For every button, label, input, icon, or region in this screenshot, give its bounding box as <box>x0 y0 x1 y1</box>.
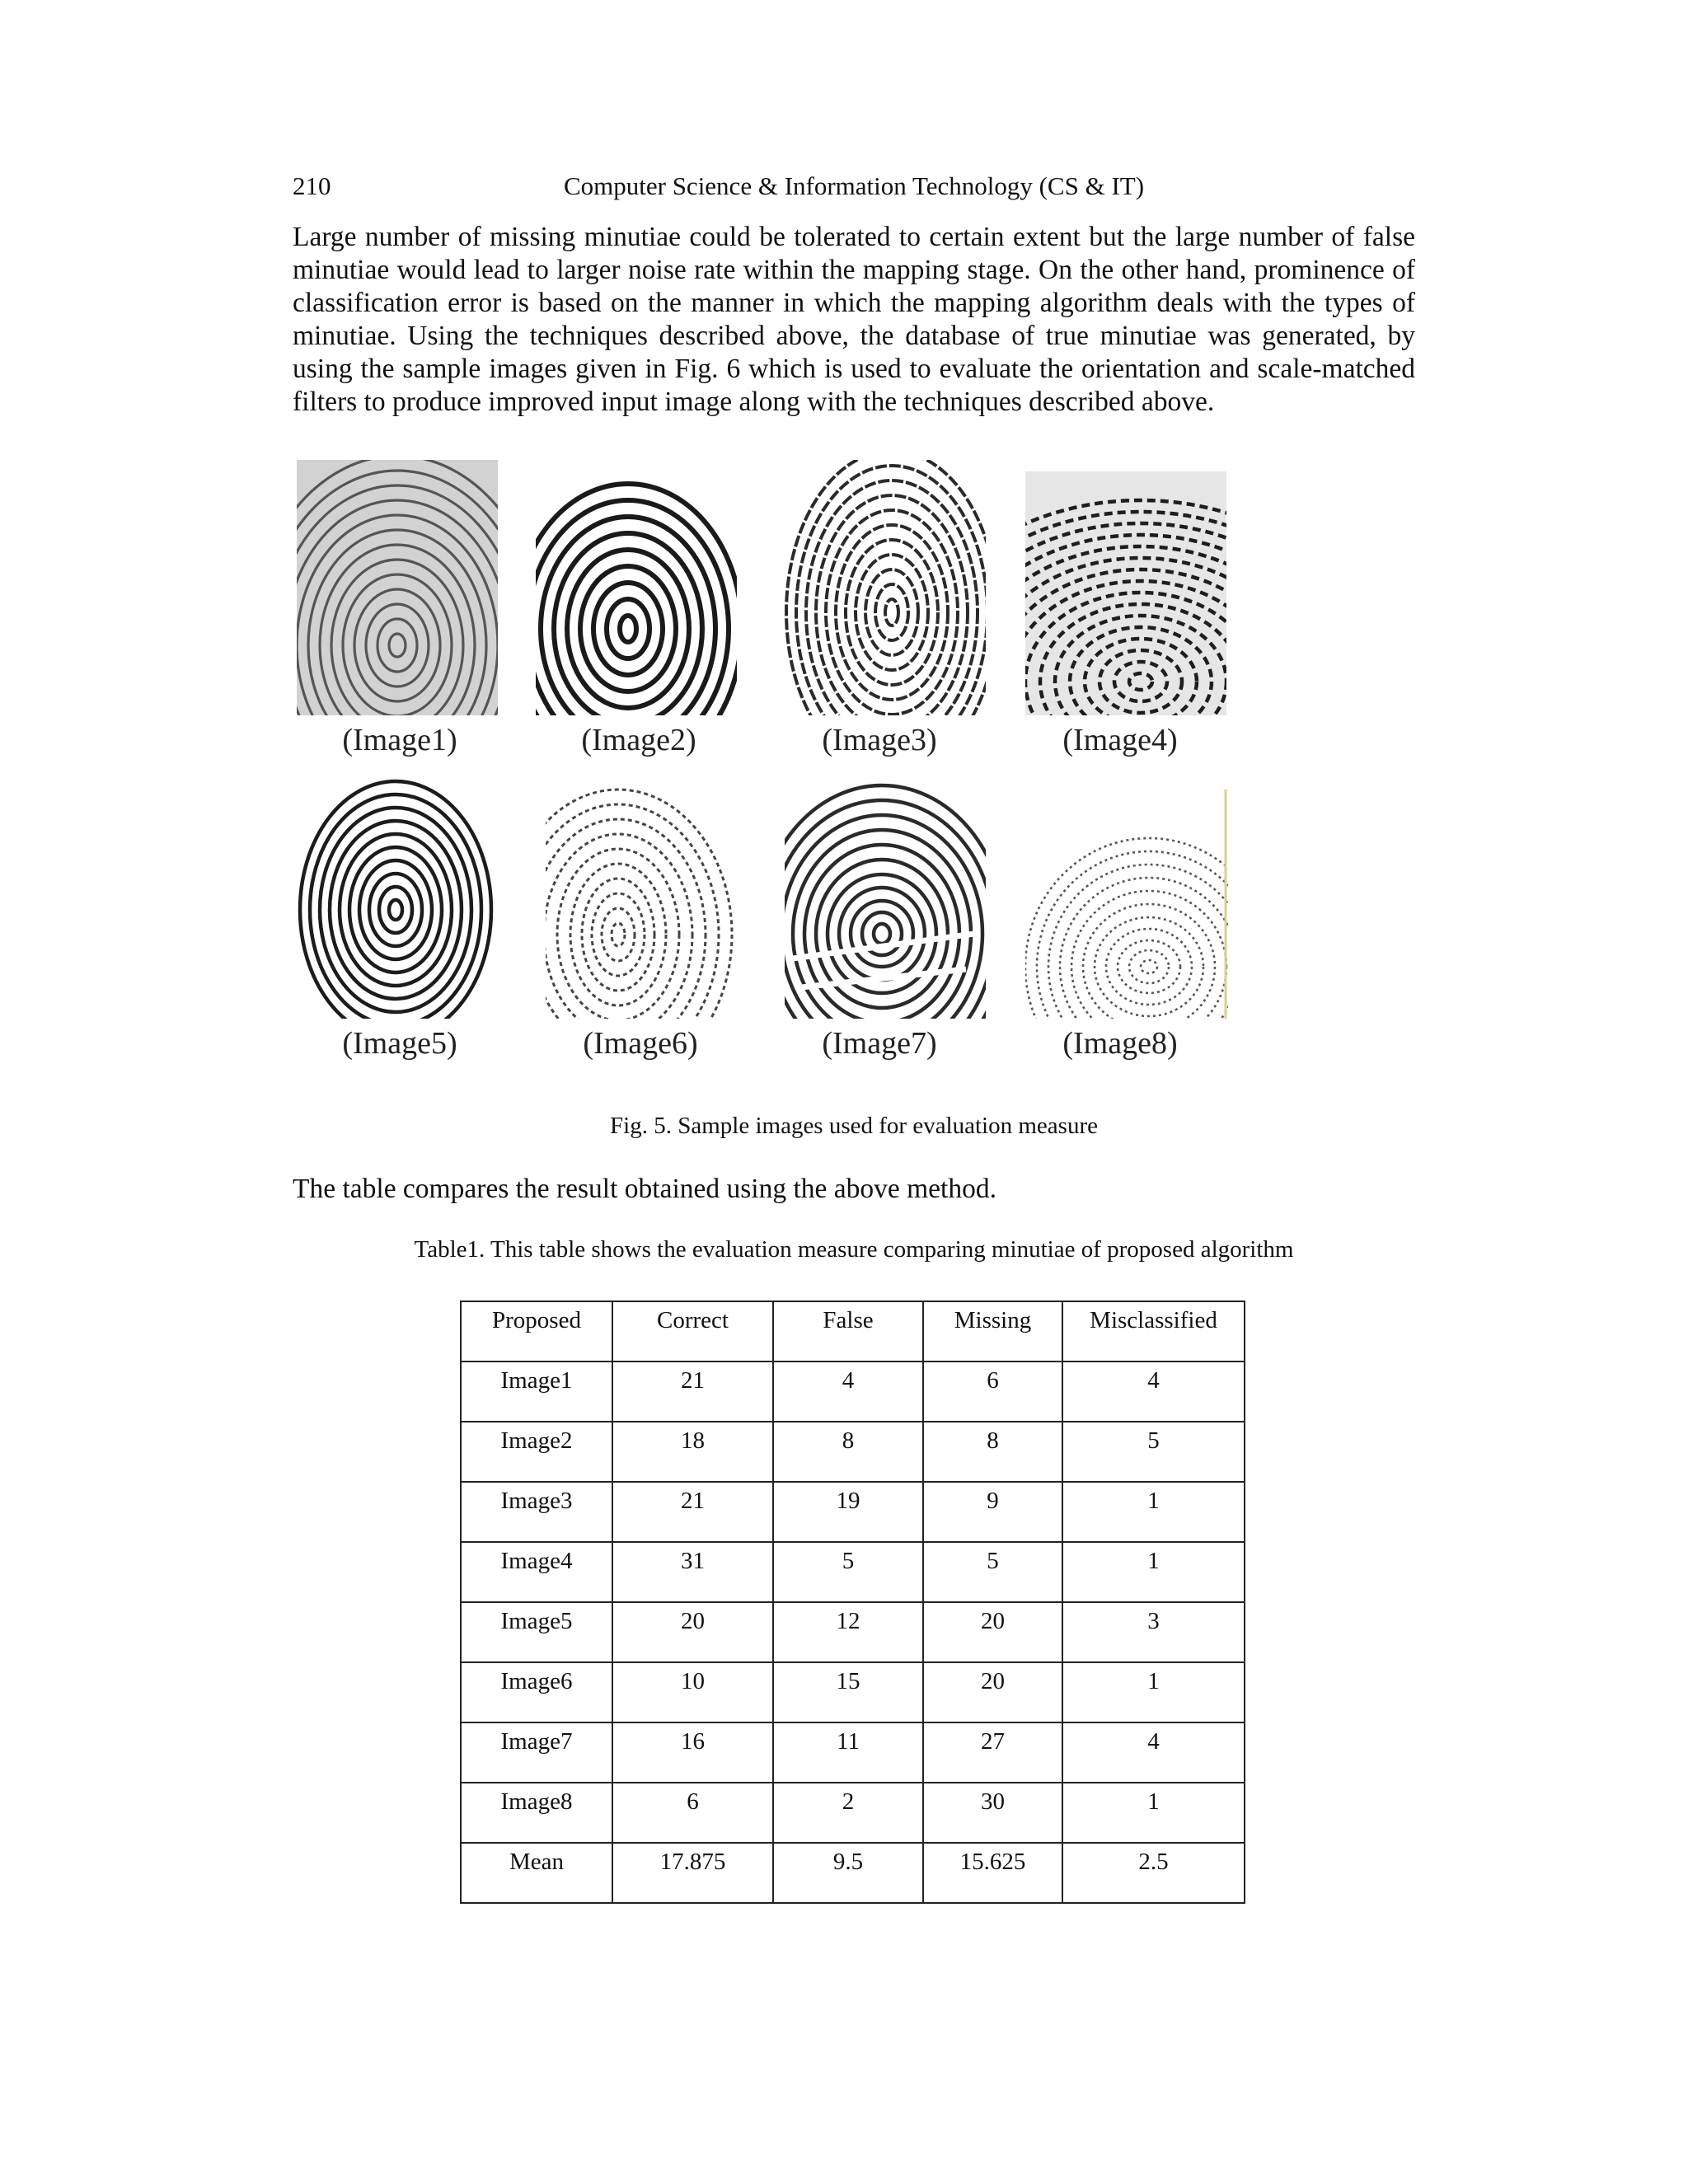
table-cell: 1 <box>1062 1482 1245 1542</box>
header-cell: False <box>773 1301 923 1361</box>
table-row <box>461 1602 1245 1662</box>
fingerprint-icon <box>297 778 498 1019</box>
table-row <box>461 1361 1245 1422</box>
header-cell: Misclassified <box>1062 1301 1245 1361</box>
table-cell: Image5 <box>461 1602 612 1662</box>
fingerprint-image-3 <box>785 460 991 715</box>
table-row <box>461 1662 1245 1722</box>
table-cell: 19 <box>773 1482 923 1542</box>
table-cell: 21 <box>612 1482 773 1542</box>
fingerprint-image-4 <box>1025 471 1231 715</box>
table-cell: 30 <box>923 1783 1062 1843</box>
table-row <box>461 1783 1245 1843</box>
figure-label-image7: (Image7) <box>822 1026 937 1061</box>
fingerprint-image-6 <box>546 778 752 1019</box>
page-header <box>293 171 1415 208</box>
table-cell: 2.5 <box>1062 1843 1245 1903</box>
table-cell: 11 <box>773 1722 923 1783</box>
table-cell: 6 <box>923 1361 1062 1422</box>
figure-label-image1: (Image1) <box>342 723 457 757</box>
table-cell: 8 <box>773 1422 923 1482</box>
table-row <box>461 1482 1245 1542</box>
fingerprint-icon <box>297 460 498 715</box>
table-row <box>461 1542 1245 1602</box>
figure-label-image8: (Image8) <box>1062 1026 1178 1061</box>
table-cell: 15 <box>773 1662 923 1722</box>
table-cell: 27 <box>923 1722 1062 1783</box>
table-row-mean <box>461 1843 1245 1903</box>
table-header-row <box>461 1301 1245 1361</box>
figure-label-image5: (Image5) <box>342 1026 457 1061</box>
table-cell: 15.625 <box>923 1843 1062 1903</box>
running-title: Computer Science & Information Technology (CS & IT) <box>563 171 1145 200</box>
table-cell: 3 <box>1062 1602 1245 1662</box>
table-cell: 5 <box>923 1542 1062 1602</box>
fingerprint-image-5 <box>297 778 503 1019</box>
table-cell: 4 <box>1062 1722 1245 1783</box>
table-cell: 21 <box>612 1361 773 1422</box>
fingerprint-image-8 <box>1025 790 1231 1019</box>
body-paragraph: Large number of missing minutiae could be tolerated to certain extent but the large number of false minutiae would lead to larger noise rate within the mapping stage. On the other hand, prominence of classification error is based on the manner in which the mapping algorithm deals with the types of minutiae. Using the techniques described above, the database of true minutiae was generated, by using the sample images given in Fig. 6 which is used to evaluate the orientation and scale-matched filters to produce improved input image along with the techniques described above. <box>293 222 1415 417</box>
table-cell: 18 <box>612 1422 773 1482</box>
table-cell: 4 <box>773 1361 923 1422</box>
table-cell: 4 <box>1062 1361 1245 1422</box>
table-cell: 20 <box>612 1602 773 1662</box>
figure-label-image3: (Image3) <box>822 723 937 757</box>
table-cell: 6 <box>612 1783 773 1843</box>
table-cell: Mean <box>461 1843 612 1903</box>
fingerprint-icon <box>1025 790 1228 1019</box>
figure-caption: Fig. 5. Sample images used for evaluation measure <box>610 1113 1098 1139</box>
table-cell: 1 <box>1062 1542 1245 1602</box>
fingerprint-icon <box>785 460 986 715</box>
table-cell: 20 <box>923 1662 1062 1722</box>
table-cell: Image1 <box>461 1361 612 1422</box>
table-title: Table1. This table shows the evaluation measure comparing minutiae of proposed algorithm <box>414 1236 1294 1263</box>
fingerprint-icon <box>546 778 747 1019</box>
table-cell: Image6 <box>461 1662 612 1722</box>
table-cell: 1 <box>1062 1662 1245 1722</box>
page-number: 210 <box>293 171 331 200</box>
table-cell: 16 <box>612 1722 773 1783</box>
table-cell: 12 <box>773 1602 923 1662</box>
header-cell: Correct <box>612 1301 773 1361</box>
table-cell: Image7 <box>461 1722 612 1783</box>
table-cell: 5 <box>1062 1422 1245 1482</box>
header-cell: Missing <box>923 1301 1062 1361</box>
lead-text: The table compares the result obtained using the above method. <box>293 1174 996 1204</box>
table-cell: 2 <box>773 1783 923 1843</box>
fingerprint-icon <box>536 460 737 715</box>
table-cell: 9.5 <box>773 1843 923 1903</box>
table-cell: 10 <box>612 1662 773 1722</box>
table-cell: Image3 <box>461 1482 612 1542</box>
fingerprint-figure <box>297 460 1228 1076</box>
header-cell: Proposed <box>461 1301 612 1361</box>
fingerprint-image-2 <box>536 460 742 715</box>
table-cell: Image4 <box>461 1542 612 1602</box>
table-cell: Image2 <box>461 1422 612 1482</box>
table-cell: 20 <box>923 1602 1062 1662</box>
figure-label-image2: (Image2) <box>581 723 696 757</box>
fingerprint-icon <box>785 765 986 1019</box>
figure-label-image4: (Image4) <box>1062 723 1178 757</box>
table-cell: 9 <box>923 1482 1062 1542</box>
table-cell: 5 <box>773 1542 923 1602</box>
figure-label-image6: (Image6) <box>583 1026 698 1061</box>
table-cell: Image8 <box>461 1783 612 1843</box>
table-row <box>461 1722 1245 1783</box>
results-table <box>460 1301 1245 1904</box>
table-cell: 8 <box>923 1422 1062 1482</box>
fingerprint-image-7 <box>785 765 991 1019</box>
table-cell: 1 <box>1062 1783 1245 1843</box>
fingerprint-icon <box>1025 471 1226 715</box>
table-row <box>461 1422 1245 1482</box>
fingerprint-image-1 <box>297 460 503 715</box>
table-cell: 17.875 <box>612 1843 773 1903</box>
table-cell: 31 <box>612 1542 773 1602</box>
